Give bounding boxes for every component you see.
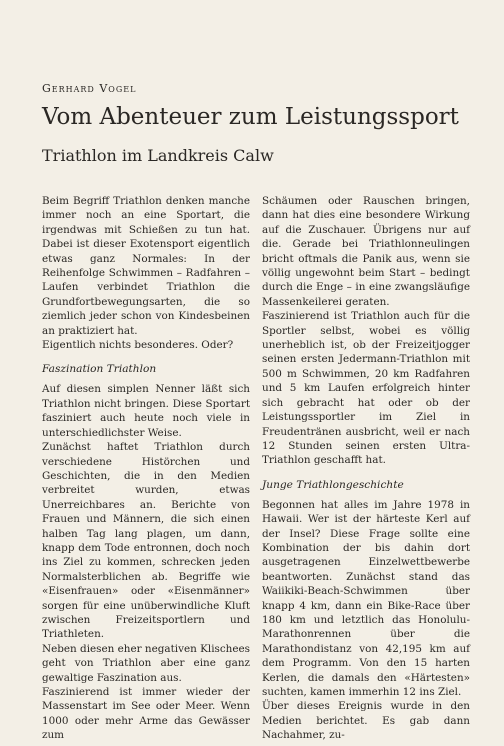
paragraph: Begonnen hat alles im Jahre 1978 in Hawaii. Wer ist der härteste Kerl auf der Insel? Diese Frage sollte eine Kombination der bis dahin dort ausgetragenen Einzelwettbewerbe beantworten. Zunächst stand das Waiikiki-Beach-Schwimmen über knapp 4 km, dann ein Bike-Race über 180 km und letztlich das Honolulu-Marathonrennen über die Marathondistanz von 42,195 km auf dem Programm. Von den 15 harten Kerlen, die damals den «Härtesten» suchten, kamen immerhin 12 ins Ziel. <box>262 498 470 698</box>
paragraph: Neben diesen eher negativen Klischees geht von Triathlon aber eine ganz gewaltige Faszination aus. <box>42 642 250 684</box>
paragraph: Über dieses Ereignis wurde in den Medien berichtet. Es gab dann Nachahmer, zu- <box>262 700 470 742</box>
section-heading-geschichte: Junge Triathlongeschichte <box>262 478 404 491</box>
author-name: Gerhard Vogel <box>42 82 137 95</box>
paragraph: Schäumen oder Rauschen bringen, dann hat dies eine besondere Wirkung auf die Zuschauer. Übrigens nur auf die. Gerade bei Triathlonneulingen bricht oftmals die Panik aus, wenn sie völlig ungewohnt beim Start – bedingt durch die Enge – in eine zwangsläufige Massenkeilerei geraten. <box>262 195 470 308</box>
article-title: Vom Abenteuer zum Leistungssport <box>42 104 459 130</box>
paragraph: Faszinierend ist immer wieder der Massenstart im See oder Meer. Wenn 1000 oder mehr Arme das Gewässer zum <box>42 686 250 742</box>
paragraph: Beim Begriff Triathlon denken manche immer noch an eine Sportart, die irgendwas mit Schießen zu tun hat. Dabei ist dieser Exotensport eigentlich etwas ganz Normales: In der Reihenfolge Schwimmen – Radfahren – Laufen verbindet Triathlon die Grundfortbewegungsarten, die so ziemlich jeder schon von Kindesbeinen an praktiziert hat. <box>42 195 250 337</box>
paragraph: Eigentlich nichts besonderes. Oder? <box>42 339 234 352</box>
section-heading-faszination: Faszination Triathlon <box>42 363 157 376</box>
article-subtitle: Triathlon im Landkreis Calw <box>42 146 274 165</box>
left-column <box>42 194 250 743</box>
paragraph: Faszinierend ist Triathlon auch für die Sportler selbst, wobei es völlig unerheblich ist, ob der Freizeitjogger seinen ersten Jedermann-Triathlon mit 500 m Schwimmen, 20 km Radfahren und 5 km Laufen erfolgreich hinter sich gebracht hat oder ob der Leistungssportler im Ziel in Freudentränen ausbricht, weil er nach 12 Stunden seinen ersten Ultra-Triathlon geschafft hat. <box>262 310 470 467</box>
paragraph: Auf diesen simplen Nenner läßt sich Triathlon nicht bringen. Diese Sportart fasziniert auch heute noch viele in unterschiedlichster Weise. <box>42 383 250 439</box>
paragraph: Zunächst haftet Triathlon durch verschiedene Histörchen und Geschichten, die in den Medien verbreitet wurden, etwas Unerreichbares an. Berichte von Frauen und Männern, die sich einen halben Tag lang plagen, um dann, knapp dem Tode entronnen, doch noch ins Ziel zu kommen, schrecken jeden Normalsterblichen ab. Begriffe wie «Eisenfrauen» oder «Eisenmänner» sorgen für eine unüberwindliche Kluft zwischen Freizeitsportlern und Triathleten. <box>42 441 250 641</box>
right-column <box>262 194 470 743</box>
